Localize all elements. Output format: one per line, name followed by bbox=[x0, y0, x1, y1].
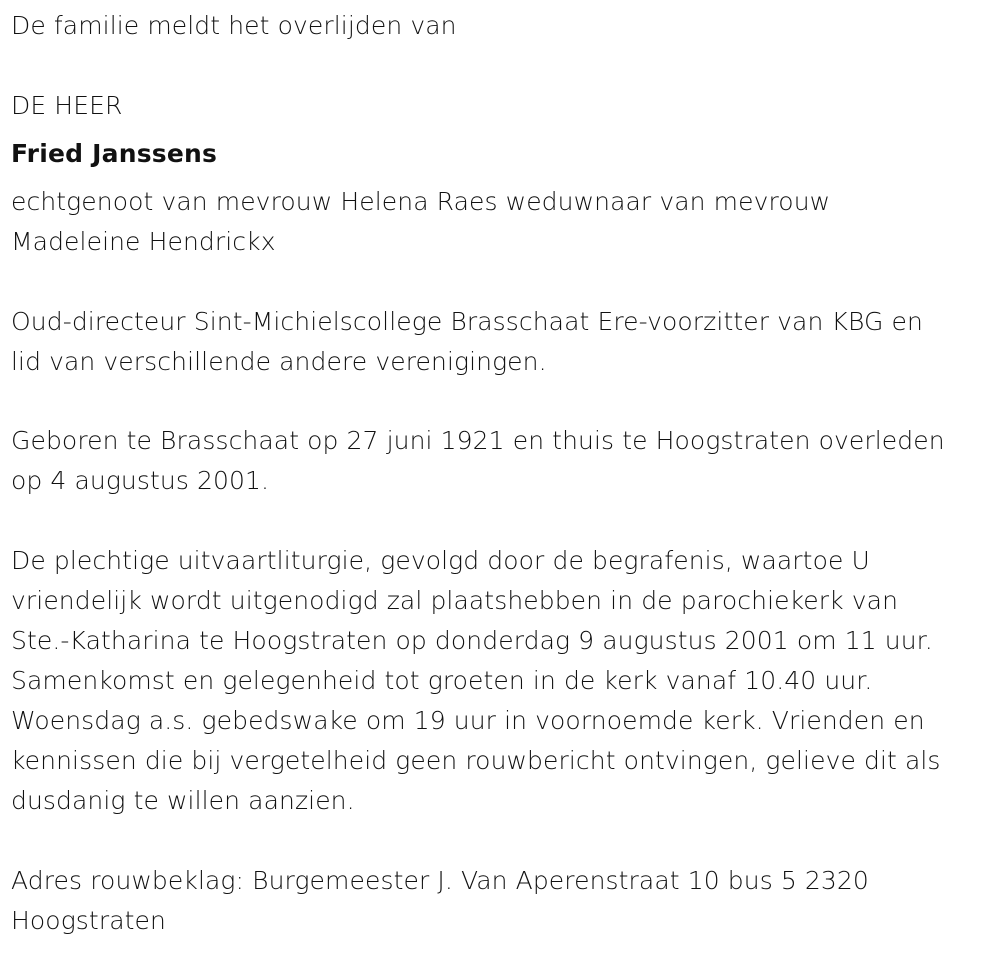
address-line-2: Hoogstraten bbox=[11, 906, 166, 935]
relation-line-2: Madeleine Hendrickx bbox=[11, 227, 276, 256]
deceased-name: Fried Janssens bbox=[11, 139, 218, 168]
address-line-1: Adres rouwbeklag: Burgemeester J. Van Aperenstraat 10 bus 5 2320 bbox=[11, 866, 869, 895]
birth-death-line-2: op 4 augustus 2001. bbox=[11, 466, 270, 495]
funeral-line-7: dusdanig te willen aanzien. bbox=[11, 786, 355, 815]
funeral-line-3: Ste.-Katharina te Hoogstraten op donderdag 9 augustus 2001 om 11 uur. bbox=[11, 626, 933, 655]
funeral-line-6: kennissen die bij vergetelheid geen rouwbericht ontvingen, gelieve dit als bbox=[11, 746, 941, 775]
funeral-line-1: De plechtige uitvaartliturgie, gevolgd door de begrafenis, waartoe U bbox=[11, 546, 870, 575]
honorific-title: DE HEER bbox=[11, 91, 123, 120]
funeral-line-4: Samenkomst en gelegenheid tot groeten in de kerk vanaf 10.40 uur. bbox=[11, 666, 873, 695]
birth-death-line-1: Geboren te Brasschaat op 27 juni 1921 en thuis te Hoogstraten overleden bbox=[11, 426, 945, 455]
funeral-line-2: vriendelijk wordt uitgenodigd zal plaatshebben in de parochiekerk van bbox=[11, 586, 899, 615]
intro-text: De familie meldt het overlijden van bbox=[11, 11, 457, 40]
career-line-1: Oud-directeur Sint-Michielscollege Brasschaat Ere-voorzitter van KBG en bbox=[11, 307, 923, 336]
funeral-line-5: Woensdag a.s. gebedswake om 19 uur in voornoemde kerk. Vrienden en bbox=[11, 706, 925, 735]
career-line-2: lid van verschillende andere verenigingen. bbox=[11, 347, 547, 376]
relation-line-1: echtgenoot van mevrouw Helena Raes weduwnaar van mevrouw bbox=[11, 187, 831, 216]
